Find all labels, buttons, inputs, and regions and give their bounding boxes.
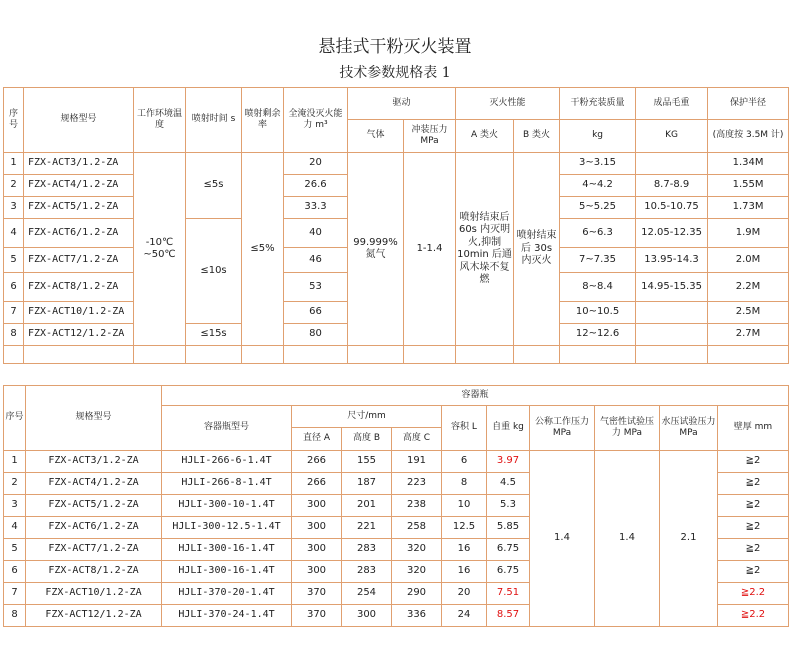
- row-radius: 2.5M: [708, 302, 789, 324]
- header-drive: 驱动: [348, 88, 456, 120]
- row-model: FZX-ACT12/1.2-ZA: [26, 605, 162, 627]
- row-model: FZX-ACT3/1.2-ZA: [24, 153, 134, 175]
- row-radius: 2.2M: [708, 273, 789, 302]
- header-hydro: 水压试验压力 MPa: [660, 406, 718, 451]
- header-container-model: 容器瓶型号: [162, 406, 292, 451]
- page-title: 悬挂式干粉灭火装置: [318, 37, 472, 57]
- row-hb: 283: [342, 561, 392, 583]
- header-pressure: 冲装压力 MPa: [404, 120, 456, 153]
- row-volume: 16: [442, 539, 487, 561]
- row-model: FZX-ACT3/1.2-ZA: [26, 451, 162, 473]
- row-container-model: HJLI-300-10-1.4T: [162, 495, 292, 517]
- row-gross: 12.05-12.35: [636, 219, 708, 248]
- time-value-5s: ≤5s: [186, 153, 242, 219]
- header-radius-note: (高度按 3.5M 计): [708, 120, 789, 153]
- row-weight: 3.97: [487, 451, 530, 473]
- header-volume: 容积 L: [442, 406, 487, 451]
- row-dia: 300: [292, 495, 342, 517]
- row-seq: 8: [4, 324, 24, 346]
- header-wall: 壁厚 mm: [718, 406, 789, 451]
- row-volume: 12.5: [442, 517, 487, 539]
- table-row: [4, 153, 789, 175]
- header-fill: 干粉充装质量: [560, 88, 636, 120]
- row-model: FZX-ACT10/1.2-ZA: [26, 583, 162, 605]
- header-seq: 序号: [4, 386, 26, 451]
- row-seq: 4: [4, 219, 24, 248]
- nominal-value: 1.4: [530, 451, 595, 627]
- time-value-15s: ≤15s: [186, 324, 242, 346]
- row-fill: 12~12.6: [560, 324, 636, 346]
- row-hc: 238: [392, 495, 442, 517]
- row-seq: 7: [4, 583, 26, 605]
- header-model: 规格型号: [26, 386, 162, 451]
- row-fill: 7~7.35: [560, 248, 636, 273]
- row-weight: 5.3: [487, 495, 530, 517]
- row-weight: 6.75: [487, 561, 530, 583]
- row-seq: 6: [4, 561, 26, 583]
- row-fill: 10~10.5: [560, 302, 636, 324]
- row-seq: 1: [4, 451, 26, 473]
- header-size: 尺寸/mm: [292, 406, 442, 428]
- row-radius: 1.73M: [708, 197, 789, 219]
- row-radius: 2.7M: [708, 324, 789, 346]
- row-model: FZX-ACT7/1.2-ZA: [26, 539, 162, 561]
- row-capacity: 53: [284, 273, 348, 302]
- row-fill: 5~5.25: [560, 197, 636, 219]
- row-wall: ≧2: [718, 473, 789, 495]
- header-gross-unit: KG: [636, 120, 708, 153]
- row-wall: ≧2: [718, 539, 789, 561]
- row-fill: 6~6.3: [560, 219, 636, 248]
- header-class-a: A 类火: [456, 120, 514, 153]
- row-hb: 300: [342, 605, 392, 627]
- row-radius: 1.34M: [708, 153, 789, 175]
- row-radius: 2.0M: [708, 248, 789, 273]
- class-b-value: 喷射结束后 30s 内灭火: [514, 153, 560, 346]
- row-model: FZX-ACT4/1.2-ZA: [26, 473, 162, 495]
- class-a-value: 喷射结束后 60s 内灭明火,抑制 10min 后通风木垛不复燃: [456, 153, 514, 346]
- row-seq: 2: [4, 473, 26, 495]
- header-container: 容器瓶: [162, 386, 789, 406]
- row-dia: 300: [292, 561, 342, 583]
- row-container-model: HJLI-266-8-1.4T: [162, 473, 292, 495]
- row-volume: 24: [442, 605, 487, 627]
- pressure-value: 1-1.4: [404, 153, 456, 346]
- row-wall: ≧2.2: [718, 583, 789, 605]
- row-container-model: HJLI-370-20-1.4T: [162, 583, 292, 605]
- airtight-value: 1.4: [595, 451, 660, 627]
- row-volume: 16: [442, 561, 487, 583]
- row-model: FZX-ACT10/1.2-ZA: [24, 302, 134, 324]
- table-row: [4, 451, 789, 473]
- header-dia: 直径 A: [292, 428, 342, 451]
- row-model: FZX-ACT8/1.2-ZA: [24, 273, 134, 302]
- row-volume: 8: [442, 473, 487, 495]
- row-capacity: 40: [284, 219, 348, 248]
- row-seq: 5: [4, 539, 26, 561]
- row-volume: 20: [442, 583, 487, 605]
- row-model: FZX-ACT4/1.2-ZA: [24, 175, 134, 197]
- header-residual: 喷射剩余率: [242, 88, 284, 153]
- row-fill: 4~4.2: [560, 175, 636, 197]
- header-temp: 工作环境温度: [134, 88, 186, 153]
- row-container-model: HJLI-300-16-1.4T: [162, 539, 292, 561]
- row-hc: 290: [392, 583, 442, 605]
- row-container-model: HJLI-300-12.5-1.4T: [162, 517, 292, 539]
- row-hb: 221: [342, 517, 392, 539]
- row-seq: 1: [4, 153, 24, 175]
- row-hc: 258: [392, 517, 442, 539]
- header-model: 规格型号: [24, 88, 134, 153]
- header-perf: 灭火性能: [456, 88, 560, 120]
- row-dia: 300: [292, 517, 342, 539]
- row-gross: [636, 324, 708, 346]
- header-airtight: 气密性试验压力 MPa: [595, 406, 660, 451]
- row-radius: 1.9M: [708, 219, 789, 248]
- row-radius: 1.55M: [708, 175, 789, 197]
- row-volume: 6: [442, 451, 487, 473]
- tech-spec-table-2: [3, 385, 789, 627]
- header-nominal: 公称工作压力 MPa: [530, 406, 595, 451]
- header-gross: 成品毛重: [636, 88, 708, 120]
- row-container-model: HJLI-266-6-1.4T: [162, 451, 292, 473]
- row-model: FZX-ACT8/1.2-ZA: [26, 561, 162, 583]
- row-dia: 370: [292, 583, 342, 605]
- header-seq: 序号: [4, 88, 24, 153]
- temp-value: -10℃ ~50℃: [134, 153, 186, 346]
- row-gross: 13.95-14.3: [636, 248, 708, 273]
- header-hb: 高度 B: [342, 428, 392, 451]
- table-row-empty: [4, 346, 789, 364]
- header-class-b: B 类火: [514, 120, 560, 153]
- row-seq: 5: [4, 248, 24, 273]
- row-wall: ≧2: [718, 517, 789, 539]
- row-hb: 201: [342, 495, 392, 517]
- row-weight: 4.5: [487, 473, 530, 495]
- row-dia: 266: [292, 451, 342, 473]
- row-capacity: 80: [284, 324, 348, 346]
- row-gross: 10.5-10.75: [636, 197, 708, 219]
- row-hb: 155: [342, 451, 392, 473]
- tech-spec-table-1: [3, 87, 789, 364]
- hydro-value: 2.1: [660, 451, 718, 627]
- row-capacity: 26.6: [284, 175, 348, 197]
- header-time: 喷射时间 s: [186, 88, 242, 153]
- row-hb: 254: [342, 583, 392, 605]
- row-gross: 8.7-8.9: [636, 175, 708, 197]
- row-hb: 187: [342, 473, 392, 495]
- row-volume: 10: [442, 495, 487, 517]
- row-wall: ≧2: [718, 495, 789, 517]
- header-hc: 高度 C: [392, 428, 442, 451]
- header-gas: 气体: [348, 120, 404, 153]
- row-weight: 5.85: [487, 517, 530, 539]
- row-capacity: 33.3: [284, 197, 348, 219]
- gas-value: 99.999% 氮气: [348, 153, 404, 346]
- row-seq: 6: [4, 273, 24, 302]
- row-weight: 6.75: [487, 539, 530, 561]
- row-dia: 300: [292, 539, 342, 561]
- header-fill-unit: kg: [560, 120, 636, 153]
- row-capacity: 66: [284, 302, 348, 324]
- row-wall: ≧2.2: [718, 605, 789, 627]
- row-model: FZX-ACT6/1.2-ZA: [26, 517, 162, 539]
- row-container-model: HJLI-370-24-1.4T: [162, 605, 292, 627]
- row-seq: 8: [4, 605, 26, 627]
- row-weight: 7.51: [487, 583, 530, 605]
- row-hc: 191: [392, 451, 442, 473]
- header-capacity: 全淹没灭火能力 m³: [284, 88, 348, 153]
- row-container-model: HJLI-300-16-1.4T: [162, 561, 292, 583]
- row-seq: 3: [4, 495, 26, 517]
- residual-value: ≤5%: [242, 153, 284, 346]
- row-dia: 370: [292, 605, 342, 627]
- row-hc: 223: [392, 473, 442, 495]
- row-weight: 8.57: [487, 605, 530, 627]
- row-model: FZX-ACT12/1.2-ZA: [24, 324, 134, 346]
- row-model: FZX-ACT5/1.2-ZA: [24, 197, 134, 219]
- row-seq: 2: [4, 175, 24, 197]
- row-capacity: 20: [284, 153, 348, 175]
- page-subtitle: 技术参数规格表 1: [339, 65, 451, 81]
- time-value-10s: ≤10s: [186, 219, 242, 324]
- row-fill: 3~3.15: [560, 153, 636, 175]
- row-model: FZX-ACT6/1.2-ZA: [24, 219, 134, 248]
- row-wall: ≧2: [718, 561, 789, 583]
- row-wall: ≧2: [718, 451, 789, 473]
- header-weight: 自重 kg: [487, 406, 530, 451]
- row-gross: [636, 153, 708, 175]
- row-model: FZX-ACT7/1.2-ZA: [24, 248, 134, 273]
- row-hb: 283: [342, 539, 392, 561]
- row-model: FZX-ACT5/1.2-ZA: [26, 495, 162, 517]
- row-hc: 320: [392, 561, 442, 583]
- row-hc: 336: [392, 605, 442, 627]
- row-dia: 266: [292, 473, 342, 495]
- row-seq: 3: [4, 197, 24, 219]
- header-radius: 保护半径: [708, 88, 789, 120]
- row-hc: 320: [392, 539, 442, 561]
- row-seq: 4: [4, 517, 26, 539]
- row-fill: 8~8.4: [560, 273, 636, 302]
- row-capacity: 46: [284, 248, 348, 273]
- row-gross: 14.95-15.35: [636, 273, 708, 302]
- row-seq: 7: [4, 302, 24, 324]
- row-gross: [636, 302, 708, 324]
